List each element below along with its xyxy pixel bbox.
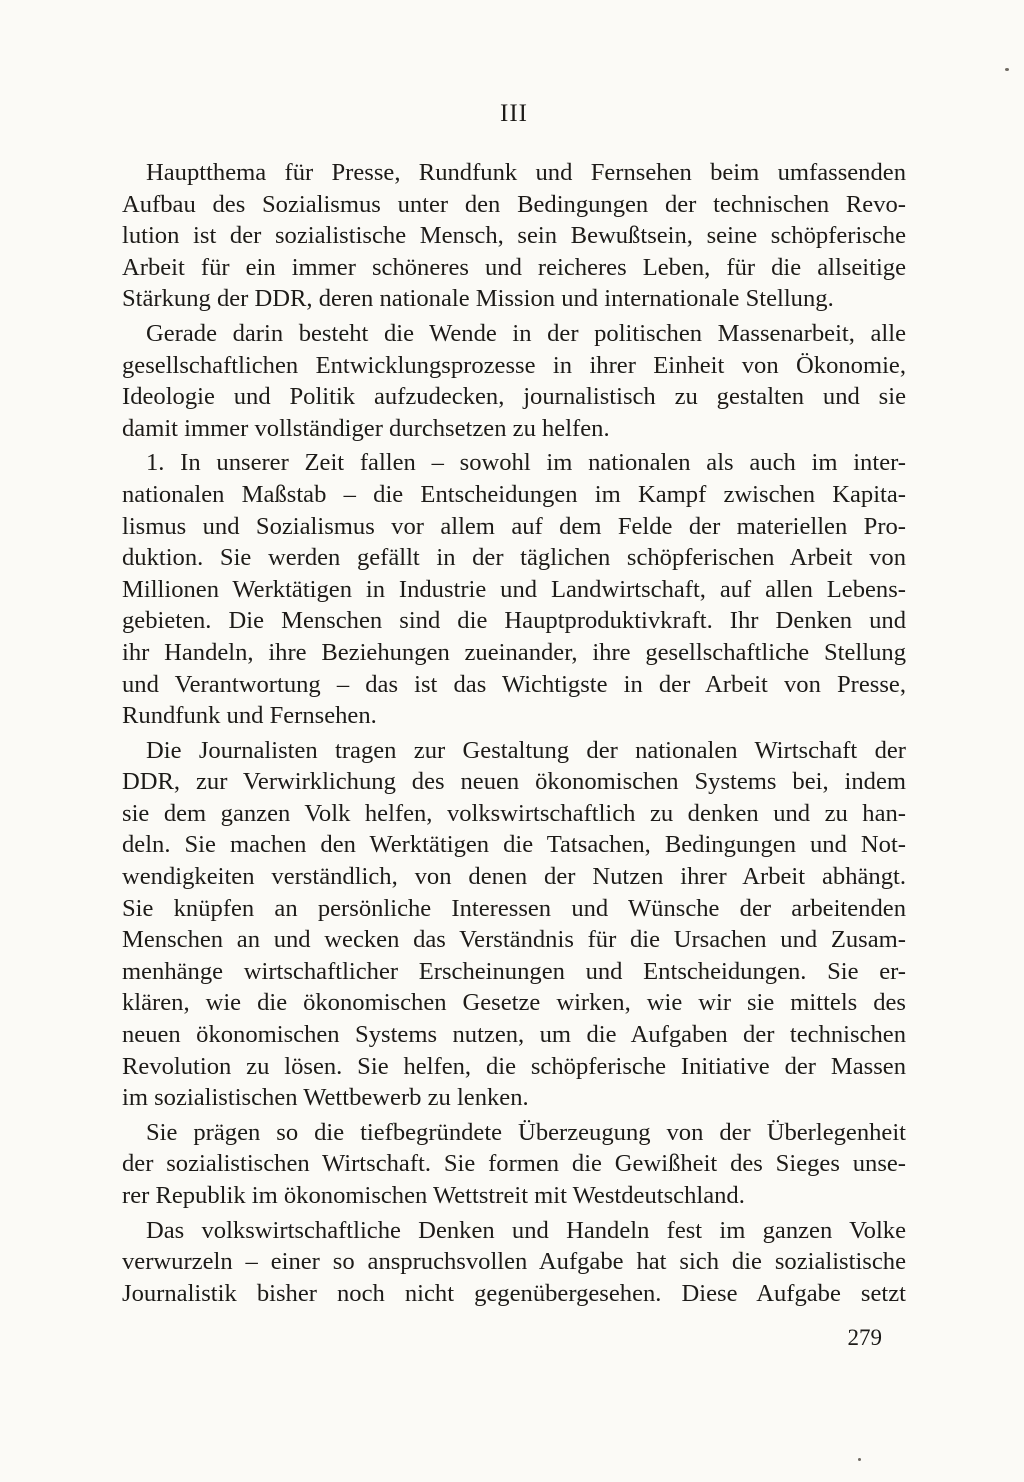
- text-line: ihr Handeln, ihre Beziehungen zueinander, ihre gesellschaftliche Stellung: [122, 638, 906, 666]
- text-line: Rundfunk und Fernsehen.: [122, 702, 377, 730]
- text-line: nationalen Maßstab – die Entscheidungen im Kampf zwischen Kapita-: [122, 480, 906, 508]
- text-line: neuen ökonomischen Systems nutzen, um die Aufgaben der technischen: [122, 1021, 906, 1049]
- paragraph: [122, 318, 906, 444]
- paragraph: [122, 157, 906, 315]
- text-line: der sozialistischen Wirtschaft. Sie formen die Gewißheit des Sieges unse-: [122, 1150, 906, 1178]
- page-number: 279: [847, 1325, 882, 1350]
- text-line: deln. Sie machen den Werktätigen die Tatsachen, Bedingungen und Not-: [122, 831, 906, 859]
- text-line: Journalistik bisher noch nicht gegenübergesehen. Diese Aufgabe setzt: [122, 1279, 906, 1307]
- text-line: 1. In unserer Zeit fallen – sowohl im nationalen als auch im inter-: [146, 449, 906, 477]
- text-line: im sozialistischen Wettbewerb zu lenken.: [122, 1084, 529, 1112]
- text-line: rer Republik im ökonomischen Wettstreit mit Westdeutschland.: [122, 1182, 745, 1209]
- text-line: Stärkung der DDR, deren nationale Mission und internationale Stellung.: [122, 285, 834, 313]
- text-line: duktion. Sie werden gefällt in der täglichen schöpferischen Arbeit von: [122, 544, 906, 572]
- text-line: damit immer vollständiger durchsetzen zu helfen.: [122, 414, 610, 442]
- text-line: klären, wie die ökonomischen Gesetze wirken, wie wir sie mittels des: [122, 989, 906, 1017]
- text-line: Sie prägen so die tiefbegründete Überzeugung von der Überlegenheit: [146, 1118, 906, 1146]
- text-line: Gerade darin besteht die Wende in der politischen Massenarbeit, alle: [146, 319, 906, 347]
- text-line: DDR, zur Verwirklichung des neuen ökonomischen Systems bei, indem: [122, 768, 906, 796]
- text-line: Arbeit für ein immer schöneres und reicheres Leben, für die allseitige: [122, 253, 906, 281]
- text-line: Hauptthema für Presse, Rundfunk und Fernsehen beim umfassenden: [146, 159, 906, 186]
- text-line: wendigkeiten verständlich, von denen der Nutzen ihrer Arbeit abhängt.: [122, 863, 906, 891]
- text-line: Menschen an und wecken das Verständnis für die Ursachen und Zusam-: [122, 926, 906, 954]
- text-line: lismus und Sozialismus vor allem auf dem Felde der materiellen Pro-: [122, 512, 906, 540]
- text-line: lution ist der sozialistische Mensch, sein Bewußtsein, seine schöpferische: [122, 222, 906, 250]
- paragraph: [122, 1215, 906, 1310]
- text-line: sie dem ganzen Volk helfen, volkswirtschaftlich zu denken und zu han-: [122, 799, 906, 827]
- text-line: Aufbau des Sozialismus unter den Bedingungen der technischen Revo-: [122, 190, 906, 218]
- text-line: verwurzeln – einer so anspruchsvollen Aufgabe hat sich die sozialistische: [122, 1248, 906, 1276]
- text-line: gesellschaftlichen Entwicklungsprozesse in ihrer Einheit von Ökonomie,: [122, 351, 906, 379]
- paragraph: [122, 1117, 906, 1212]
- paragraph: [122, 735, 906, 1114]
- scan-speck: [1005, 68, 1009, 71]
- text-line: menhänge wirtschaftlicher Erscheinungen und Entscheidungen. Sie er-: [122, 957, 906, 985]
- text-line: Die Journalisten tragen zur Gestaltung der nationalen Wirtschaft der: [146, 736, 906, 764]
- text-line: Ideologie und Politik aufzudecken, journalistisch zu gestalten und sie: [122, 383, 906, 411]
- text-line: Sie knüpfen an persönliche Interessen und Wünsche der arbeitenden: [122, 894, 906, 922]
- text-line: und Verantwortung – das ist das Wichtigste in der Arbeit von Presse,: [122, 670, 906, 698]
- body-text: [122, 157, 906, 1309]
- text-line: Revolution zu lösen. Sie helfen, die schöpferische Initiative der Massen: [122, 1052, 906, 1080]
- text-line: gebieten. Die Menschen sind die Hauptproduktivkraft. Ihr Denken und: [122, 607, 906, 635]
- scan-speck: [858, 1458, 861, 1461]
- section-number: III: [500, 100, 528, 127]
- text-line: Millionen Werktätigen in Industrie und Landwirtschaft, auf allen Lebens-: [122, 575, 906, 603]
- paragraph: [122, 447, 906, 731]
- text-line: Das volkswirtschaftliche Denken und Handeln fest im ganzen Volke: [146, 1216, 906, 1244]
